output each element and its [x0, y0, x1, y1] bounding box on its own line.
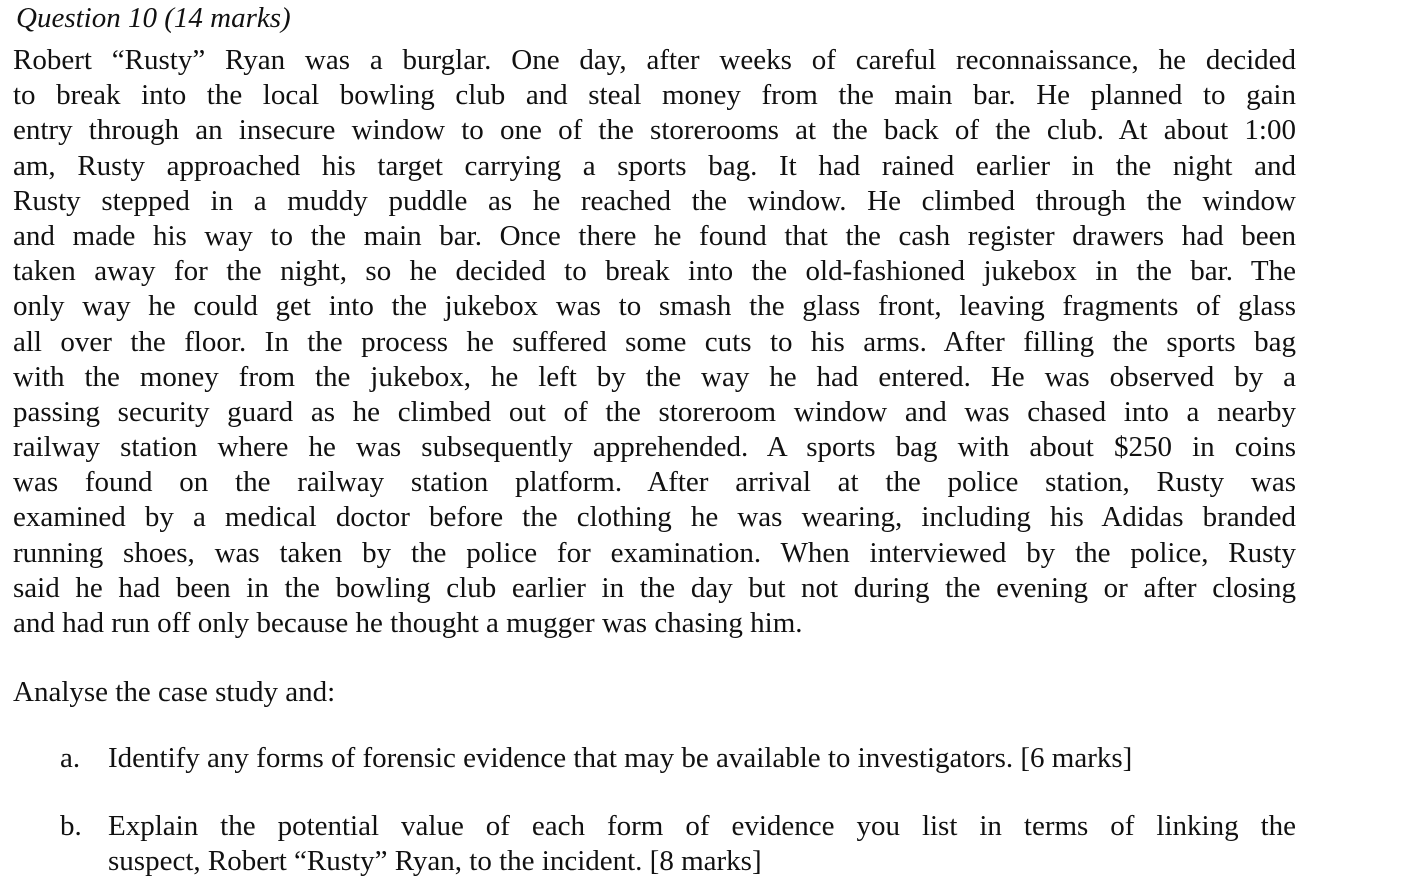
question-title: Question 10 (14 marks) [16, 2, 291, 34]
task-line: Identify any forms of forensic evidence that may be available to investigators. [6 marks] [108, 742, 1133, 774]
case-study-line: am, Rusty approached his target carrying a sports bag. It had rained earlier in the night and [13, 149, 1296, 182]
case-study-line: all over the floor. In the process he suffered some cuts to his arms. After filling the sports bag [13, 325, 1296, 358]
task-text [108, 809, 1296, 879]
case-study-line: entry through an insecure window to one of the storerooms at the back of the club. At about 1:00 [13, 114, 1296, 147]
case-study-line: to break into the local bowling club and steal money from the main bar. He planned to gain [13, 79, 1296, 112]
case-study-line: and made his way to the main bar. Once there he found that the cash register drawers had been [13, 219, 1296, 252]
case-study-line: railway station where he was subsequently apprehended. A sports bag with about $250 in coins [13, 431, 1296, 464]
task-marker: b. [60, 810, 82, 842]
case-study-line: only way he could get into the jukebox was to smash the glass front, leaving fragments of glass [13, 290, 1296, 323]
case-study-line: Robert “Rusty” Ryan was a burglar. One day, after weeks of careful reconnaissance, he decided [13, 44, 1296, 76]
case-study-line: and had run off only because he thought a mugger was chasing him. [13, 607, 803, 639]
case-study-line: taken away for the night, so he decided to break into the old-fashioned jukebox in the bar. The [13, 255, 1296, 288]
case-study-line: passing security guard as he climbed out of the storeroom window and was chased into a nearby [13, 395, 1296, 428]
case-study-paragraph [13, 43, 1296, 641]
task-marker: a. [60, 742, 81, 774]
case-study-line: said he had been in the bowling club earlier in the day but not during the evening or after closing [13, 571, 1296, 604]
case-study-line: Rusty stepped in a muddy puddle as he reached the window. He climbed through the window [13, 184, 1296, 217]
task-text [108, 741, 1296, 776]
case-study-line: was found on the railway station platform. After arrival at the police station, Rusty was [13, 466, 1296, 499]
task-line: Explain the potential value of each form of evidence you list in terms of linking the [108, 810, 1296, 842]
case-study-line: with the money from the jukebox, he left by the way he had entered. He was observed by a [13, 360, 1296, 393]
case-study-line: examined by a medical doctor before the clothing he was wearing, including his Adidas branded [13, 501, 1296, 534]
task-line: suspect, Robert “Rusty” Ryan, to the incident. [8 marks] [108, 845, 762, 877]
case-study-line: running shoes, was taken by the police for examination. When interviewed by the police, Rusty [13, 536, 1296, 569]
instruction-text: Analyse the case study and: [13, 676, 336, 708]
